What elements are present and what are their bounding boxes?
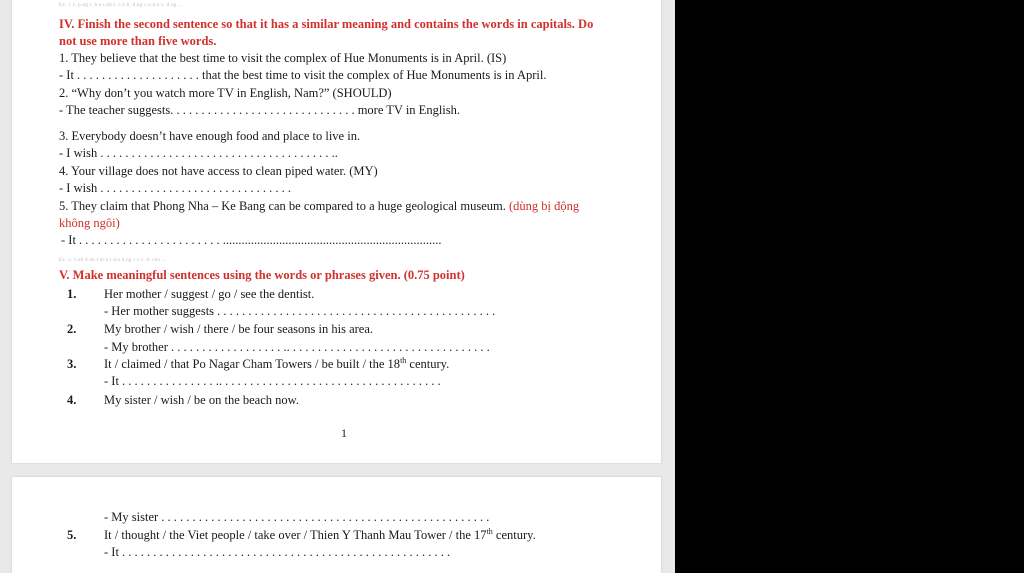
item-4-number: 4. — [67, 393, 77, 407]
item-5-prompt-text: It / thought / the Viet people / take over / Thien Y Thanh Mau Tower / the 17 — [104, 528, 487, 542]
item-5-prompt-sup: th — [486, 526, 493, 536]
question-5-note: (dùng bị động — [509, 199, 580, 213]
item-2-answer: - My brother . . . . . . . . . . . . . . . . . . .. . . . . . . . . . . . . . . . . . . . . . . . . . . . . . . . . — [104, 340, 490, 354]
item-3-prompt-sup: th — [400, 355, 407, 365]
item-2-prompt: My brother / wish / there / be four seasons in his area. — [104, 322, 374, 336]
question-2: 2. “Why don’t you watch more TV in English, Nam?” (SHOULD) — [59, 86, 392, 100]
question-5-text: 5. They claim that Phong Nha – Ke Bang can be compared to a huge geological museum. — [59, 199, 506, 213]
faint-header-text-2: Ex. v. v.nh d.nh l.m b.i d.n d.ng c.c t. d. cho ... — [59, 258, 167, 263]
item-3-number: 3. — [67, 357, 77, 371]
item-5-answer: - It . . . . . . . . . . . . . . . . . . . . . . . . . . . . . . . . . . . . . . . . . . . . . . . . . . . . . — [104, 545, 451, 559]
item-3-prompt — [104, 357, 449, 372]
question-5 — [59, 199, 579, 214]
item-3-answer: - It . . . . . . . . . . . . . . . .. . . . . . . . . . . . . . . . . . . . . . . . . . . . . . . . . . . . — [104, 374, 441, 388]
item-3-prompt-end: century. — [406, 357, 450, 371]
answer-line-2: - The teacher suggests. . . . . . . . . . . . . . . . . . . . . . . . . . . . . . more TV in English. — [59, 103, 461, 117]
faint-header-text: Ex. 1 v. p.ng t. b.n t.nh t. c.n b. d.ng c.u b.n s. d.ng ... — [59, 3, 183, 8]
item-4-answer: - My sister . . . . . . . . . . . . . . . . . . . . . . . . . . . . . . . . . . . . . . . . . . . . . . . . . . . . . — [104, 510, 490, 524]
item-1-prompt: Her mother / suggest / go / see the dentist. — [104, 287, 315, 301]
section-v-title: V. Make meaningful sentences using the words or phrases given. (0.75 point) — [59, 268, 465, 282]
question-1: 1. They believe that the best time to visit the complex of Hue Monuments is in April. (IS) — [59, 51, 507, 65]
item-1-number: 1. — [67, 287, 77, 301]
item-3-prompt-text: It / claimed / that Po Nagar Cham Towers / be built / the 18 — [104, 357, 401, 371]
question-5-note-cont: không ngôi) — [59, 216, 120, 230]
item-5-prompt — [104, 528, 536, 543]
item-4-prompt: My sister / wish / be on the beach now. — [104, 393, 299, 407]
item-5-number: 5. — [67, 528, 77, 542]
item-1-answer: - Her mother suggests . . . . . . . . . . . . . . . . . . . . . . . . . . . . . . . . . . . . . . . . . . . . . — [104, 304, 496, 318]
black-side-panel — [675, 0, 1024, 573]
item-2-number: 2. — [67, 322, 77, 336]
answer-line-1: - It . . . . . . . . . . . . . . . . . . . . that the best time to visit the complex of Hue Monuments is in April. — [59, 68, 547, 82]
document-page-2 — [12, 477, 661, 573]
answer-line-4: - I wish . . . . . . . . . . . . . . . . . . . . . . . . . . . . . . . — [59, 181, 291, 195]
item-5-prompt-end: century. — [492, 528, 536, 542]
answer-line-3: - I wish . . . . . . . . . . . . . . . . . . . . . . . . . . . . . . . . . . . . . .. — [59, 146, 338, 160]
section-iv-title-line1: IV. Finish the second sentence so that it has a similar meaning and contains the words in capitals. Do — [59, 17, 594, 31]
answer-line-5: - It . . . . . . . . . . . . . . . . . . . . . . . ...................................................................... — [61, 233, 442, 247]
question-3: 3. Everybody doesn’t have enough food and place to live in. — [59, 129, 361, 143]
page-number: 1 — [341, 426, 347, 440]
document-page-1 — [12, 0, 661, 463]
question-4: 4. Your village does not have access to clean piped water. (MY) — [59, 164, 378, 178]
section-iv-title-line2: not use more than five words. — [59, 34, 217, 48]
